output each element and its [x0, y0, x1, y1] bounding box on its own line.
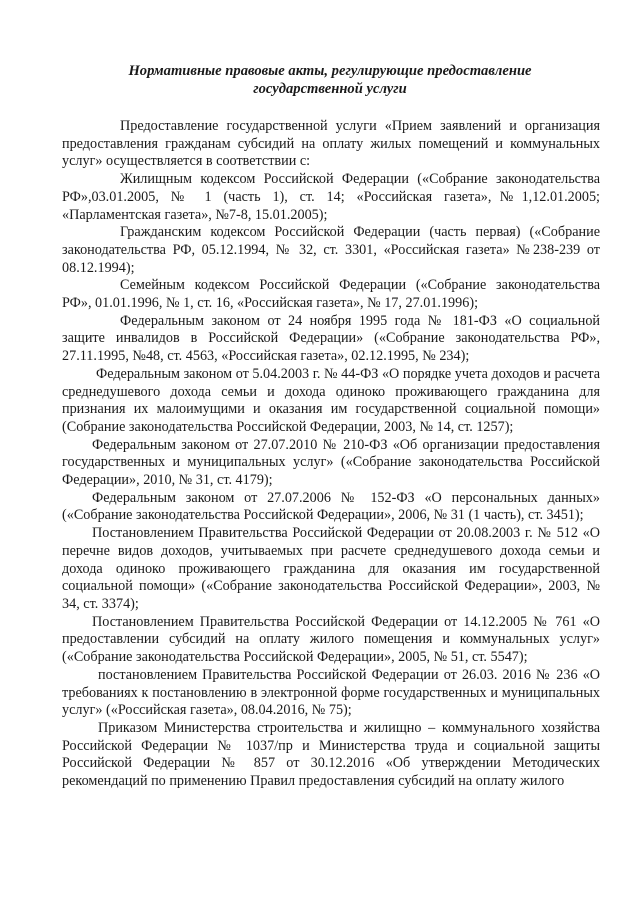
act-resolution-512: Постановлением Правительства Российской Федерации от 20.08.2003 г. № 512 «О перечне видов доходов, учитываемых при расчете среднедушевого дохода семьи и дохода одиноко проживающего гражданина для оказания им государственной социальной помощи» («Собрание законодательства Российской Федерации», 2003, № 34, ст. 3374);: [62, 525, 600, 612]
act-law-210: Федеральным законом от 27.07.2010 № 210-ФЗ «Об организации предоставления государственных и муниципальных услуг» («Собрание законодательства Российской Федерации», 2010, № 31, ст. 4179);: [62, 436, 600, 489]
act-law-44: Федеральным законом от 5.04.2003 г. № 44-ФЗ «О порядке учета доходов и расчета среднедушевого дохода семьи и дохода одиноко проживающего гражданина для признания их малоимущими и оказания им государственной социальной помощи» (Собрание законодательства Российской Федерации, 2003, № 14, ст. 1257);: [62, 365, 600, 435]
act-law-152: Федеральным законом от 27.07.2006 № 152-ФЗ «О персональных данных» («Собрание законодательства Российской Федерации», 2006, № 31 (1 часть), ст. 3451);: [62, 489, 600, 524]
document-body: [62, 118, 600, 791]
intro-paragraph: Предоставление государственной услуги «Прием заявлений и организация предоставления гражданам субсидий на оплату жилых помещений и коммунальных услуг» осуществляется в соответствии с:: [62, 118, 600, 170]
title-line-2: государственной услуги: [253, 81, 407, 97]
act-housing-code: Жилищным кодексом Российской Федерации («Собрание законодательства РФ»,03.01.2005, № 1 (часть 1), ст. 14; «Российская газета»,№1,12.01.2005; «Парламентская газета», №7-8, 15.01.2005);: [62, 171, 600, 223]
act-resolution-761: Постановлением Правительства Российской Федерации от 14.12.2005 № 761 «О предоставлении субсидий на оплату жилого помещения и коммунальных услуг» («Собрание законодательства Российской Федерации», 2005, № 51, ст. 5547);: [62, 613, 600, 666]
act-order-1037: Приказом Министерства строительства и жилищно – коммунального хозяйства Российской Федерации № 1037/пр и Министерства труда и социальной защиты Российской Федерации № 857 от 30.12.2016 «Об утверждении Методических рекомендаций по применению Правил предоставления субсидий на оплату жилого: [62, 719, 600, 790]
title-line-1: Нормативные правовые акты, регулирующие предоставление: [128, 63, 532, 79]
act-law-181: Федеральным законом от 24 ноября 1995 года № 181-ФЗ «О социальной защите инвалидов в Российской Федерации» («Собрание законодательства РФ», 27.11.1995, №48, ст. 4563, «Российская газета», 02.12.1995, № 234);: [62, 312, 600, 365]
act-resolution-236: постановлением Правительства Российской Федерации от 26.03. 2016 № 236 «О требованиях к постановлению в электронной форме государственных и муниципальных услуг» («Российская газета», 08.04.2016, № 75);: [62, 666, 600, 719]
act-civil-code: Гражданским кодексом Российской Федерации (часть первая) («Собрание законодательства РФ, 05.12.1994, № 32, ст. 3301, «Российская газета» №238-239 от 08.12.1994);: [62, 224, 600, 276]
document-title: [60, 62, 600, 98]
act-family-code: Семейным кодексом Российской Федерации («Собрание законодательства РФ», 01.01.1996, № 1, ст. 16, «Российская газета», № 17, 27.01.1996);: [62, 277, 600, 312]
